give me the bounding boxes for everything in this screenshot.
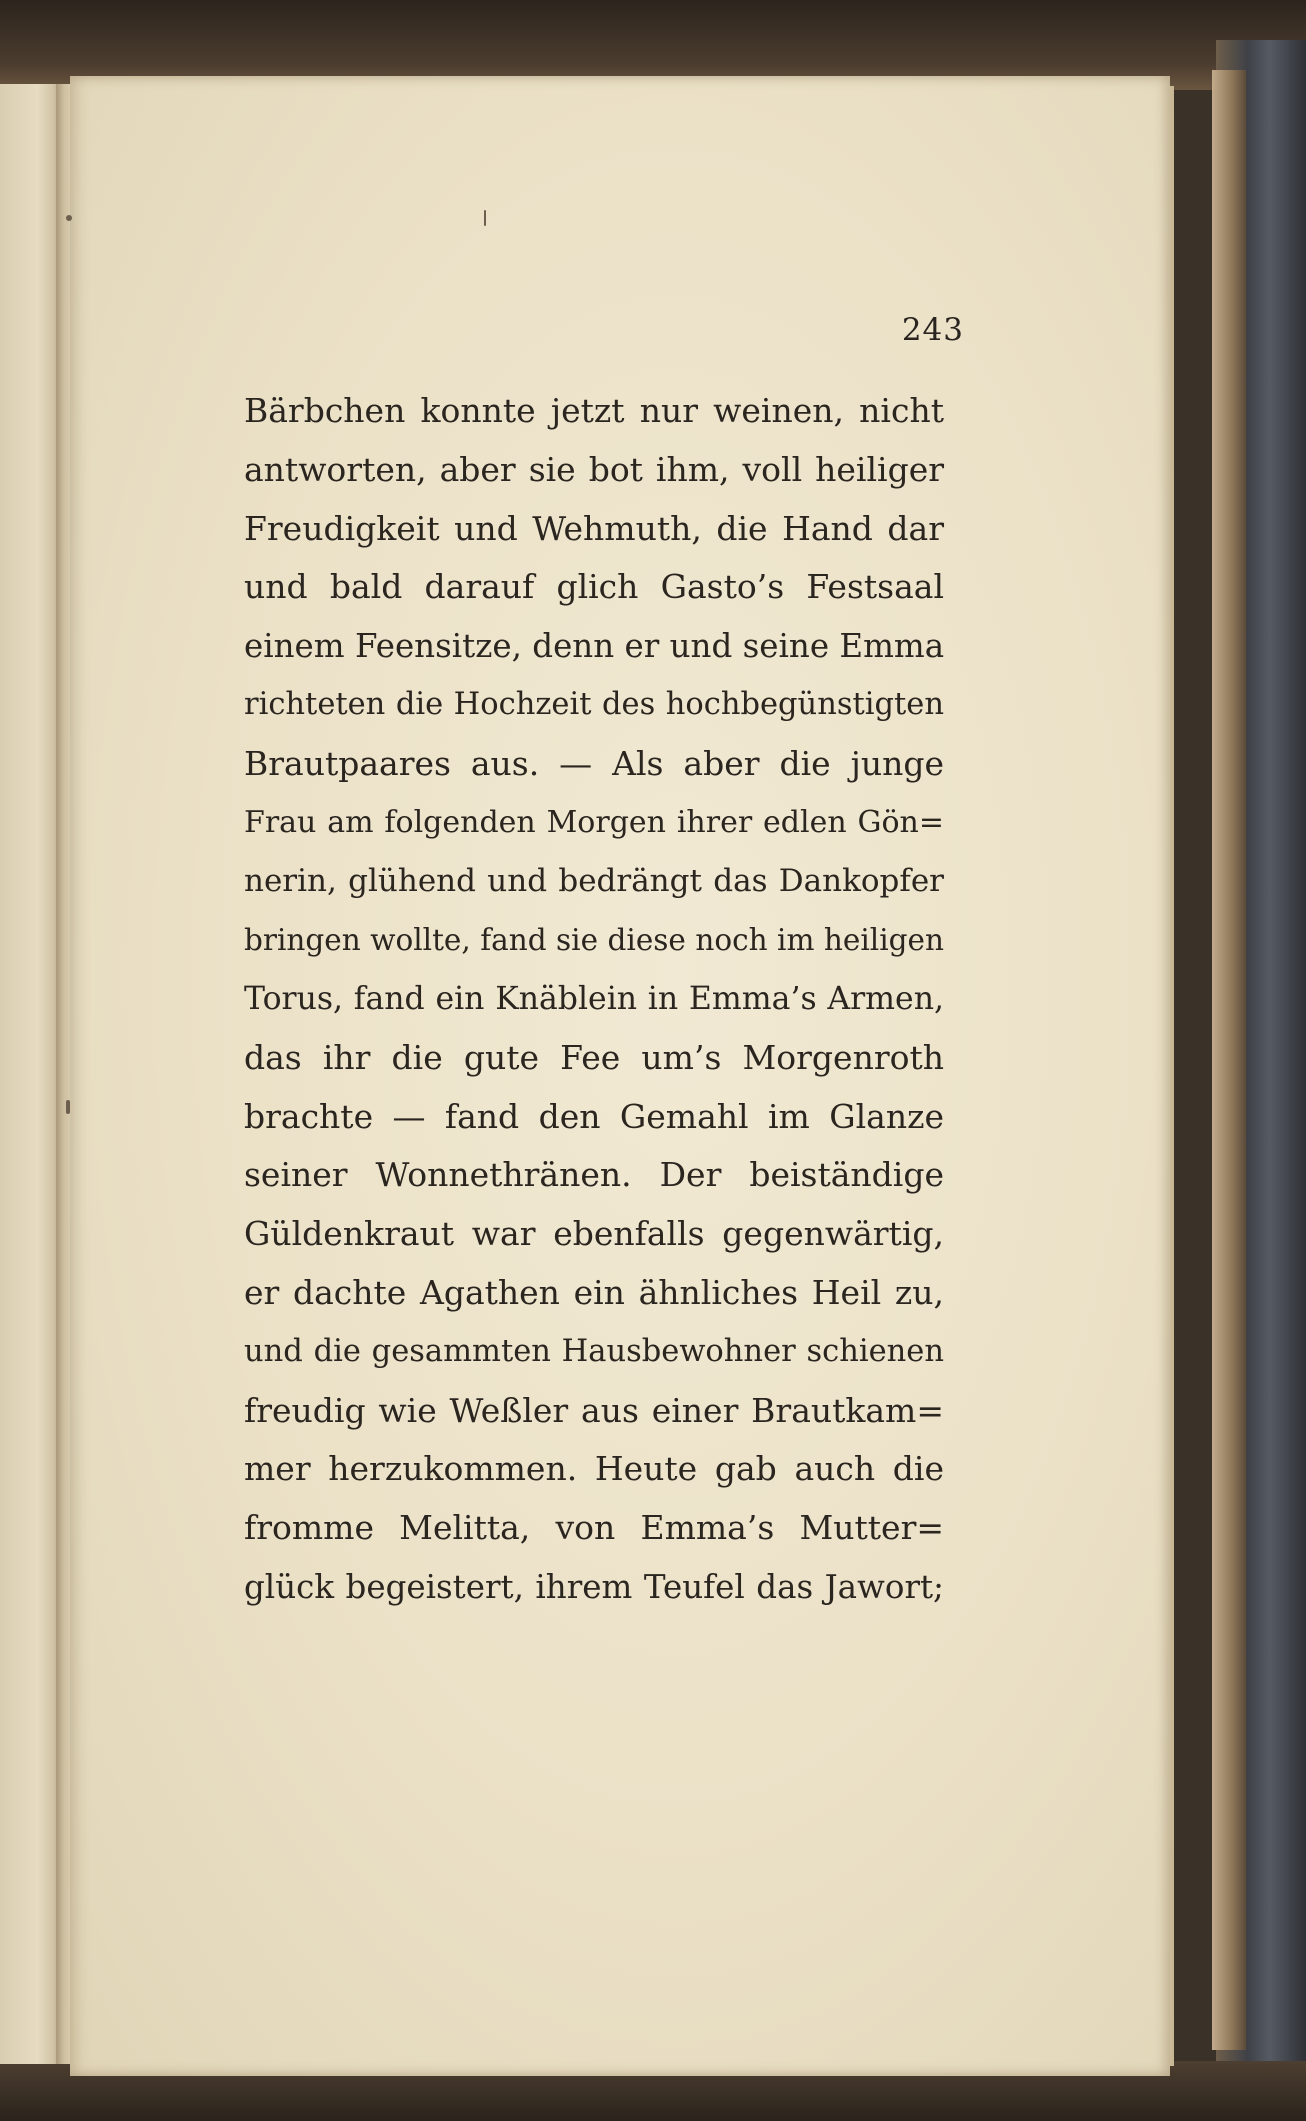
text-line: nerin, glühend und bedrängt das Dankopfer [244,863,944,900]
text-line: antworten, aber sie bot ihm, voll heiliger [244,449,944,489]
text-line: glück begeistert, ihrem Teufel das Jawort; [244,1567,944,1606]
text-line: einem Feensitze, denn er und seine Emma [244,627,945,666]
text-line: Torus, fand ein Knäblein in Emma’s Armen, [244,980,944,1017]
text-line: und die gesammten Hausbewohner schienen [244,1333,944,1369]
text-line: Frau am folgenden Morgen ihrer edlen Gön= [244,804,944,840]
text-line: das ihr die gute Fee um’s Morgenroth [244,1037,944,1077]
body-text [244,382,944,1617]
text-line: Bärbchen konnte jetzt nur weinen, nicht [244,391,944,430]
left-page-sliver [0,84,62,2064]
text-line: freudig wie Weßler aus einer Brautkam= [244,1390,944,1430]
text-line: Güldenkraut war ebenfalls gegenwärtig, [244,1214,944,1254]
text-line: fromme Melitta, von Emma’s Mutter= [244,1508,944,1548]
page-number: 243 [901,312,964,348]
page-stack-edge [1212,70,1246,2050]
dust-speck [66,1100,70,1114]
text-line: Brautpaares aus. — Als aber die junge [244,743,944,783]
text-line: bringen wollte, fand sie diese noch im heiligen [244,923,944,958]
text-line: brachte — fand den Gemahl im Glanze [244,1096,944,1136]
paper-mark [484,210,486,226]
dust-speck [66,215,72,221]
text-line: und bald darauf glich Gasto’s Festsaal [244,567,944,607]
text-line: seiner Wonnethränen. Der beiständige [244,1155,944,1195]
text-line: richteten die Hochzeit des hochbegünstigten [244,686,944,722]
text-line: mer herzukommen. Heute gab auch die [244,1449,944,1489]
text-line: Freudigkeit und Wehmuth, die Hand dar [244,508,944,548]
text-line: er dachte Agathen ein ähnliches Heil zu, [244,1272,944,1312]
